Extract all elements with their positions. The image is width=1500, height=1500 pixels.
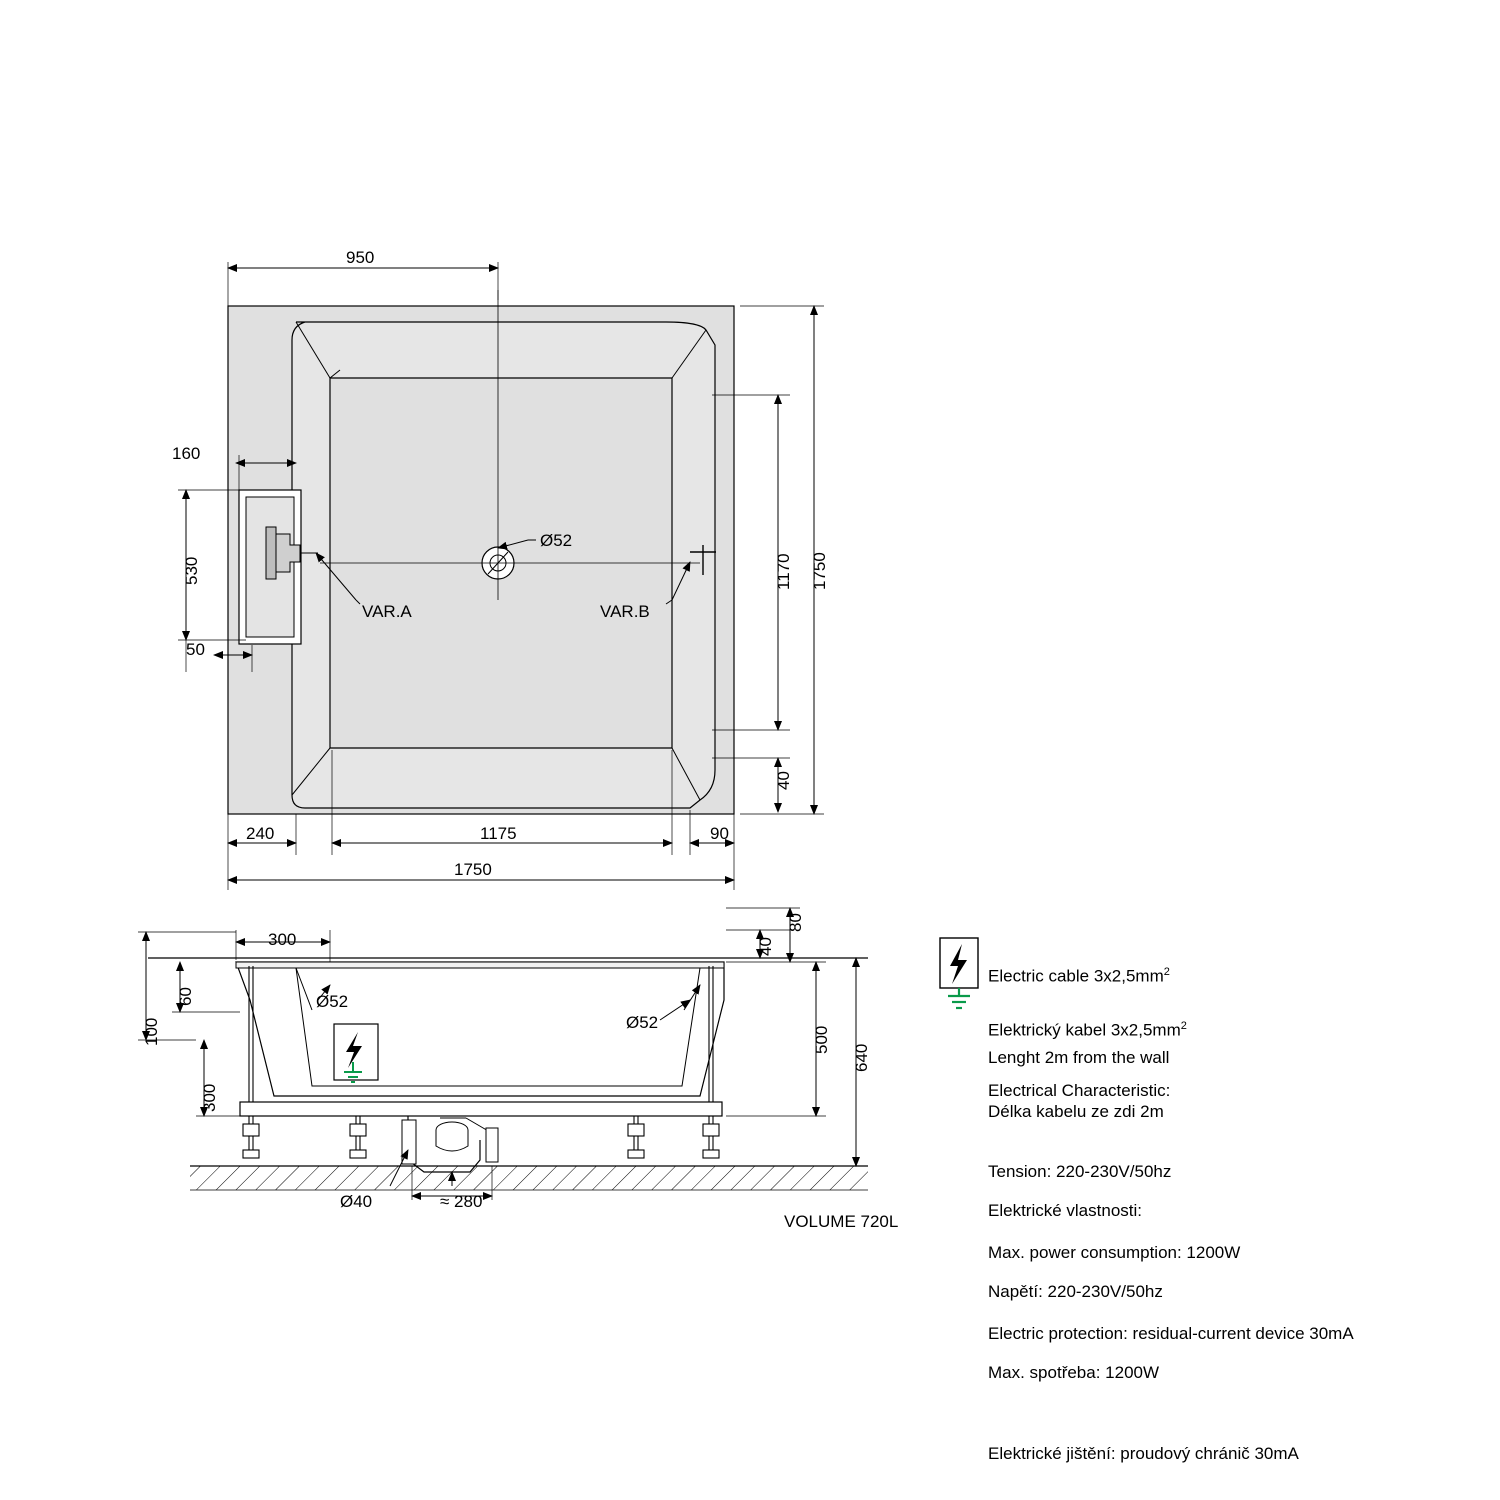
- cable-spec-cz-line1: Elektrický kabel 3x2,5mm: [988, 1020, 1181, 1040]
- cable-spec-en-sup: 2: [1163, 966, 1170, 978]
- dim-side-40: 40: [756, 937, 775, 956]
- dim-overall-width-1750: 1750: [454, 860, 492, 879]
- electrical-cz-line-2: Elektrické jištění: proudový chránič 30mA: [988, 1444, 1299, 1463]
- electrical-cz-line-0: Napětí: 220-230V/50hz: [988, 1282, 1163, 1301]
- dim-right-1170: 1170: [774, 553, 793, 590]
- dim-overall-height-1750: 1750: [810, 552, 829, 590]
- label-drain-diameter-side: Ø52: [626, 1013, 659, 1032]
- label-waste-distance: ≈ 280: [440, 1192, 483, 1211]
- dim-side-500: 500: [812, 1025, 831, 1054]
- dim-side-60: 60: [176, 987, 195, 1006]
- dim-bottom-90: 90: [710, 824, 729, 843]
- cable-spec-en-line2: Lenght 2m from the wall: [988, 1047, 1170, 1067]
- dim-side-300-lower: 300: [200, 1083, 219, 1112]
- cable-spec-cz-line2: Délka kabelu ze zdi 2m: [988, 1101, 1164, 1121]
- cable-spec-en-line1: Electric cable 3x2,5mm: [988, 966, 1164, 986]
- dim-bottom-1175: 1175: [480, 824, 517, 843]
- dim-left-50: 50: [186, 640, 205, 659]
- dim-bottom-240: 240: [246, 824, 275, 843]
- electrical-cz-title: Elektrické vlastnosti:: [988, 1201, 1142, 1220]
- label-var-b: VAR.B: [600, 602, 650, 621]
- dim-side-640: 640: [852, 1043, 871, 1072]
- dim-side-300-top: 300: [268, 930, 297, 949]
- electrical-en-title: Electrical Characteristic:: [988, 1081, 1171, 1100]
- label-var-a: VAR.A: [362, 602, 412, 621]
- dim-top-950: 950: [346, 248, 375, 267]
- dim-left-530: 530: [182, 556, 201, 585]
- dim-side-100: 100: [142, 1017, 161, 1046]
- label-waste-diameter: Ø40: [340, 1192, 373, 1211]
- electrical-en-line-1: Max. power consumption: 1200W: [988, 1243, 1241, 1262]
- dim-left-160: 160: [172, 444, 201, 463]
- dim-side-80: 80: [786, 913, 805, 932]
- electrical-en-line-0: Tension: 220-230V/50hz: [988, 1162, 1172, 1181]
- label-drain-diameter-top: Ø52: [540, 531, 573, 550]
- model-label: VOLUME 720L: [784, 1212, 899, 1231]
- dim-right-40: 40: [774, 771, 793, 790]
- label-overflow-diameter-side: Ø52: [316, 992, 349, 1011]
- electrical-cz-line-1: Max. spotřeba: 1200W: [988, 1363, 1160, 1382]
- electrical-characteristic-cz: [988, 1143, 1299, 1500]
- cable-spec-cz-sup: 2: [1180, 1020, 1187, 1032]
- electrical-en-line-2: Electric protection: residual-current device 30mA: [988, 1324, 1354, 1343]
